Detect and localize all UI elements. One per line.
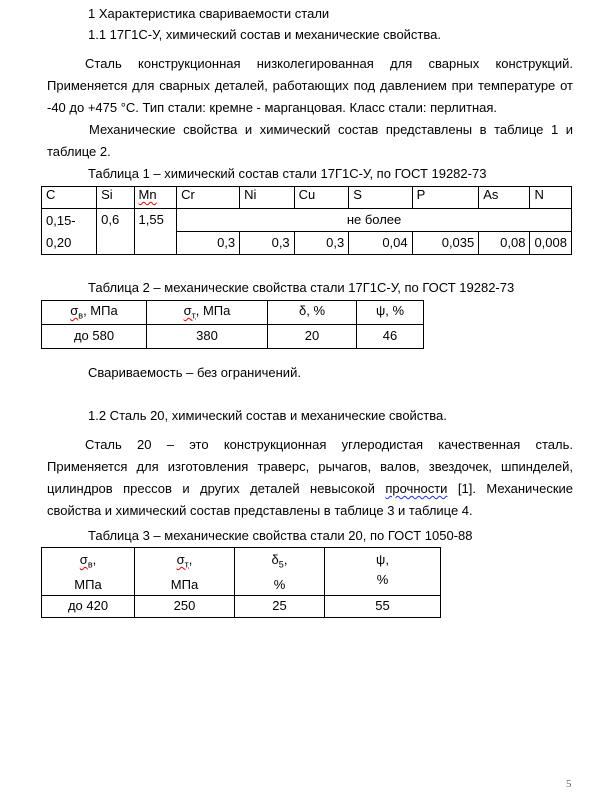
header-cell: C	[42, 187, 97, 209]
table-cell: 0,3	[177, 232, 240, 255]
paragraph: Механические свойства и химический состав представлены в таблице 1 и таблице 2.	[47, 122, 573, 159]
table-caption: Таблица 1 – химический состав стали 17Г1С-У, по ГОСТ 19282-73	[88, 166, 487, 181]
header-cell: ψ, %	[325, 548, 441, 596]
table-cell: до 580	[42, 325, 147, 349]
table-cell: не более	[177, 209, 572, 232]
table-cell: 0,15- 0,20	[42, 209, 97, 255]
paragraph: Сталь 20 – это конструкционная углеродистая качественная сталь. Применяется для изготовления траверс, рычагов, валов, звездочек, шпинделей, цилиндров прессов и других деталей невысокой прочности [1]. Механические свойства и химический состав представлены в таблице 3 и таблице 4.	[47, 437, 573, 518]
section-heading: 1 Характеристика свариваемости стали	[88, 6, 330, 21]
table-cell: 0,3	[240, 232, 295, 255]
table-cell: 0,6	[97, 209, 134, 255]
header-cell: N	[530, 187, 572, 209]
header-cell: P	[412, 187, 479, 209]
mechanical-properties-table	[41, 547, 441, 618]
table-cell: 55	[325, 595, 441, 617]
paragraph: Сталь конструкционная низколегированная для сварных конструкций. Применяется для сварных деталей, работающих под давлением при температуре от -40 до +475 °С. Тип стали: кремне - марганцовая. Класс стали: перлитная.	[47, 56, 573, 115]
chemical-composition-table	[41, 186, 572, 255]
table-cell: 46	[357, 325, 424, 349]
header-cell: $\sigma_т$, МПа	[147, 301, 268, 325]
table-cell: 0,04	[349, 232, 412, 255]
header-cell: Cr	[177, 187, 240, 209]
table-cell: 20	[268, 325, 357, 349]
table-cell: 0,3	[294, 232, 349, 255]
table-caption: Таблица 3 – механические свойства стали 20, по ГОСТ 1050-88	[88, 528, 473, 543]
subsection-heading: 1.2 Сталь 20, химический состав и механические свойства.	[88, 408, 447, 423]
table-cell: 25	[235, 595, 325, 617]
header-cell: Mn	[134, 187, 177, 209]
header-cell: δ, %	[268, 301, 357, 325]
page-number: 5	[566, 778, 572, 790]
table-cell: 0,08	[479, 232, 530, 255]
table-cell: 380	[147, 325, 268, 349]
weldability-note: Свариваемость – без ограничений.	[88, 365, 301, 380]
header-cell: $\delta_5$, %	[235, 548, 325, 596]
mechanical-properties-table	[41, 300, 424, 349]
header-cell: $\sigma_т$, МПа	[135, 548, 235, 596]
table-caption: Таблица 2 – механические свойства стали 17Г1С-У, по ГОСТ 19282-73	[88, 280, 515, 295]
table-cell: до 420	[42, 595, 135, 617]
header-cell: S	[349, 187, 412, 209]
header-cell: As	[479, 187, 530, 209]
header-cell: Cu	[294, 187, 349, 209]
header-cell: $\sigma_в$, МПа	[42, 301, 147, 325]
header-cell: Si	[97, 187, 134, 209]
subsection-heading: 1.1 17Г1С-У, химический состав и механические свойства.	[88, 27, 441, 42]
table-cell: 0,035	[412, 232, 479, 255]
table-cell: 0,008	[530, 232, 572, 255]
table-cell: 1,55	[134, 209, 177, 255]
header-cell: $\sigma_в$, МПа	[42, 548, 135, 596]
header-cell: ψ, %	[357, 301, 424, 325]
table-cell: 250	[135, 595, 235, 617]
header-cell: Ni	[240, 187, 295, 209]
